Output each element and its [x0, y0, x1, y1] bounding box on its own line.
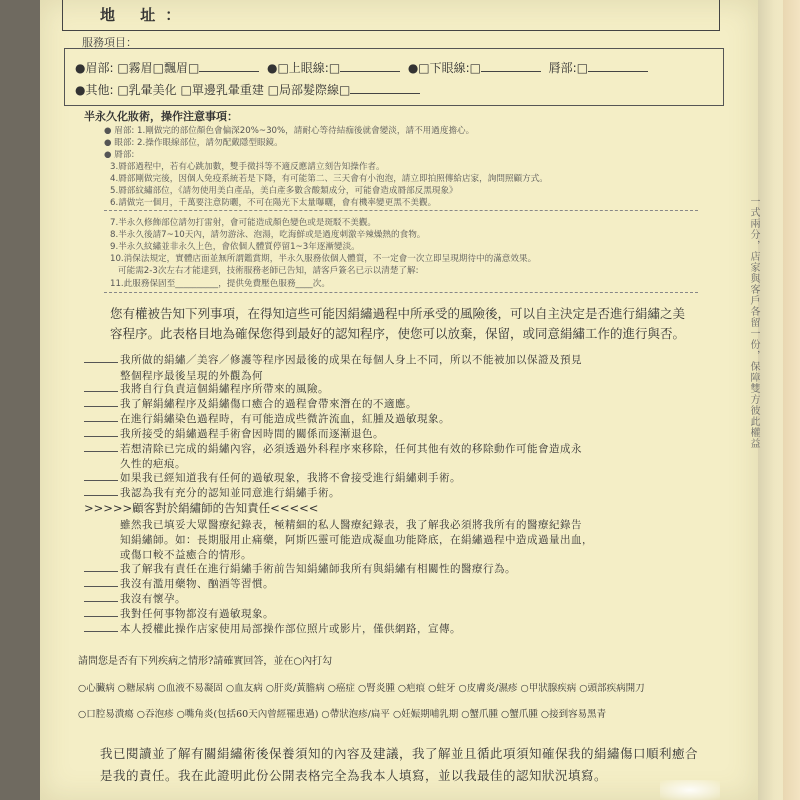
initial-blank[interactable] — [84, 631, 118, 632]
consent-item: 我了解絹繡程序及絹繡傷口癒合的過程會帶來潛在的不適應。 — [84, 396, 417, 411]
services-row-1 — [75, 59, 648, 76]
care-note-line: 8.半永久後請7~10天內，請勿游泳、泡湯，吃海鮮或是過度刺激辛辣燥熱的食物。 — [110, 230, 426, 240]
lip-field[interactable] — [588, 60, 648, 72]
consent-item: 或傷口較不益癒合的情形。 — [120, 549, 252, 561]
initial-blank[interactable] — [84, 616, 118, 617]
consent-intro: 您有權被告知下列事項，在得知這些可能因絹繡過程中所承受的風險後，可以自主決定是否進行絹繡之美容程序。此表格目地為確保您得到最好的認知程序，使您可以放棄，保留，或同意絹繡工作的進行與否。 — [110, 306, 686, 341]
initial-blank[interactable] — [84, 495, 118, 496]
care-note-line: ● 脣部: — [104, 150, 135, 160]
care-note-line: 5.脣部紋繡部位，《請勿使用美白產品，美白產多數含酸類成分，可能會造成脣部反黑現象》 — [110, 186, 458, 196]
consent-item: 我對任何事物都沒有過敏現象。 — [84, 606, 274, 621]
care-note-line: 6.請做完一個月，千萬要注意防曬，不可在陽光下太量曝曬，會有機率變更黑不美觀。 — [110, 198, 437, 208]
consent-item: 我所做的絹繡／美容／修護等程序因最後的成果在每個人身上不同，所以不能被加以保證及預見 — [84, 352, 582, 367]
care-note-line: 7.半永久修飾部位請勿打雷射，會可能造成顏色變色或是斑駁不美觀。 — [110, 218, 377, 228]
consent-item: 若想清除已完成的絹繡內容，必須透過外科程序來移除，任何其他有效的移除動作可能會造成永 — [84, 441, 582, 456]
closing-statement-line-2: 是我的責任。我在此證明此份公開表格完全為我本人填寫，並以我最佳的認知狀況填寫。 — [100, 768, 608, 783]
client-section-title: >>>>>顧客對於絹繡師的告知責任<<<<< — [84, 501, 319, 515]
disease-options-row-2[interactable]: ○口腔易潰瘍 ○吞泡疹 ○嘴角炎(包括60天內曾經罹患過) ○帶狀泡疹/扁平 ○妊娠期哺乳期 ○蟹爪腫 ○蟹爪腫 ○接到容易黑青 — [78, 709, 607, 720]
consent-item: 我沒有濫用藥物、酗酒等習慣。 — [84, 576, 274, 591]
address-label: 地 址： — [100, 6, 191, 24]
care-notes-title: 半永久化妝術，操作注意事項： — [84, 110, 238, 123]
initial-blank[interactable] — [84, 421, 118, 422]
consent-item: 久性的疤痕。 — [120, 458, 186, 470]
care-note-line: ● 眉部: 1.剛做完的部位顏色會偏深20%~30%，請耐心等待結痂後就會變淡，請不用過度擔心。 — [104, 126, 475, 136]
divider — [104, 292, 698, 293]
care-note-line: 10.消保法規定，實體店面並無所謂鑑賞期，半永久服務依個人體質，不一定會一次立即呈現期待中的滿意效果。 — [110, 254, 537, 264]
consent-item: 我了解我有責任在進行絹繡手術前告知絹繡師我所有與絹繡有相關性的醫療行為。 — [84, 561, 516, 576]
consent-item: 我沒有懷孕。 — [84, 591, 186, 606]
other-field[interactable] — [350, 82, 420, 94]
initial-blank[interactable] — [84, 436, 118, 437]
divider — [104, 210, 698, 211]
initial-blank[interactable] — [84, 601, 118, 602]
disease-options-row-1[interactable]: ○心臟病 ○糖尿病 ○血液不易凝固 ○血友病 ○肝炎/黃膽病 ○癌症 ○腎炎腫 ○疤痕 ○蛀牙 ○皮膚炎/濕疹 ○甲狀腺疾病 ○頭部疾病開刀 — [78, 683, 645, 694]
closing-statement-line-1: 我已閱讀並了解有關絹繡術後保養須知的內容及建議，我了解並且循此項須知確保我的絹繡傷口順利癒合 — [100, 746, 699, 761]
services-title: 服務項目： — [82, 36, 137, 49]
consent-item: 我將自行負責這個絹繡程序所帶來的風險。 — [84, 381, 329, 396]
care-note-line: 9.半永久紋繡並非永久上色，會依個人體質停留1~3年逐漸變淡。 — [110, 242, 360, 252]
care-note-line: 可能需2-3次左右才能達到，技術服務老師已告知，請客戶簽名已示以清楚了解: — [118, 266, 419, 276]
consent-item: 我認為我有充分的認知並同意進行絹繡手術。 — [84, 485, 340, 500]
consent-item: 在進行絹繡染色過程時，有可能造成些微許流血，紅腫及過敏現象。 — [84, 411, 450, 426]
brow-field[interactable] — [199, 60, 259, 72]
initial-blank[interactable] — [84, 451, 118, 452]
consent-item: 本人授權此操作店家使用局部操作部位照片或影片，僅供網路，宣傳。 — [84, 621, 461, 636]
initial-blank[interactable] — [84, 406, 118, 407]
care-note-line: ● 眼部: 2.操作眼線部位，請勿配戴隱型眼鏡。 — [104, 138, 283, 148]
lower-eyeline-field[interactable] — [481, 60, 541, 72]
lower-eyeline-option: ●□下眼線:□ — [407, 61, 482, 75]
initial-blank[interactable] — [84, 391, 118, 392]
services-box — [64, 48, 724, 106]
care-note-line: 3.脣部過程中，若有心跳加數，雙手微抖等不適反應請立刻告知操作者。 — [110, 162, 385, 172]
initial-blank[interactable] — [84, 480, 118, 481]
initial-blank[interactable] — [84, 362, 118, 363]
upper-eyeline-option: ●□上眼線:□ — [266, 61, 341, 75]
initial-blank[interactable] — [84, 571, 118, 572]
other-options: ●其他: □乳暈美化 □單邊乳暈重建 □局部髮際線□ — [75, 83, 351, 97]
care-note-line: 4.脣部剛做完後，因個人免疫系統若是下降，有可能第二、三天會有小泡泡，請立即拍照傳給店家，詢問照顧方式。 — [110, 174, 548, 184]
consent-item: 我所接受的絹繡過程手術會因時間的關係而逐漸退色。 — [84, 426, 384, 441]
light-glare — [660, 780, 720, 800]
lip-option: 脣部:□ — [548, 61, 589, 75]
disease-question: 請問您是否有下列疾病之情形?請確實回答，並在○內打勾 — [78, 656, 333, 667]
care-note-line: 11.此服務保固至__________，提供免費壓色服務____次。 — [110, 279, 330, 289]
consent-item: 如果我已經知道我有任何的過敏現象，我將不會接受進行絹繡刺手術。 — [84, 470, 461, 485]
initial-blank[interactable] — [84, 586, 118, 587]
consent-item: 知絹繡師。如：長期服用止痛藥，阿斯匹靈可能造成凝血功能降底，在絹繡過程中造成過量出血， — [120, 534, 593, 546]
services-row-2 — [75, 81, 420, 98]
upper-eyeline-field[interactable] — [340, 60, 400, 72]
brow-options: ●眉部: □霧眉□飄眉□ — [75, 61, 200, 75]
consent-item: 雖然我已填妥大眾醫療紀錄表，極精細的私人醫療紀錄表，我了解我必須將我所有的醫療紀錄告 — [120, 519, 582, 531]
side-note: 一式兩分，店家與客戶各留一份，保障雙方彼此權益 — [748, 196, 759, 449]
page-edge-band — [783, 0, 800, 800]
consent-item: 整個程序最後呈現的外觀為何 — [120, 370, 263, 382]
